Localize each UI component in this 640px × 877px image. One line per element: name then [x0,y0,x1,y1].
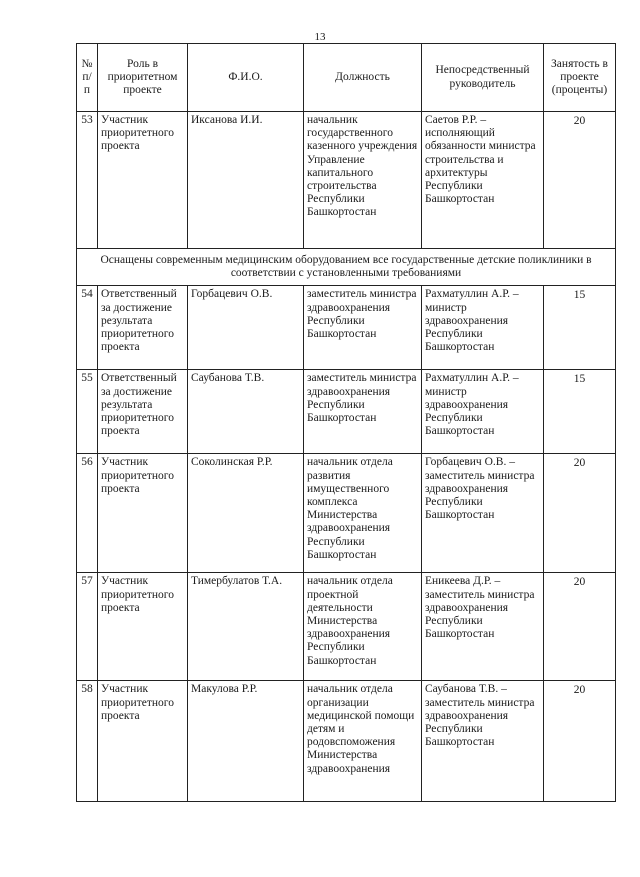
row-employment: 15 [544,370,616,454]
row-position: заместитель министра здравоохранения Республики Башкортостан [304,370,422,454]
header-position: Должность [304,44,422,112]
row-position: начальник отдела развития имущественного комплекса Министерства здравоохранения Республики Башкортостан [304,454,422,573]
row-employment: 20 [544,681,616,802]
project-team-table [76,43,616,802]
row-name: Горбацевич О.В. [188,286,304,370]
row-position: начальник государственного казенного учреждения Управление капитального строительства Республики Башкортостан [304,112,422,249]
header-num: № п/п [77,44,98,112]
header-role: Роль в приоритетном проекте [98,44,188,112]
row-employment: 20 [544,573,616,681]
row-supervisor: Еникеева Д.Р. – заместитель министра здравоохранения Республики Башкортостан [422,573,544,681]
section-title: Оснащены современным медицинским оборудованием все государственные детские поликлиники в соответствии с установленными требованиями [77,249,616,286]
page-number: 13 [314,31,326,43]
section-row [77,249,616,286]
row-name: Иксанова И.И. [188,112,304,249]
table-header-row [77,44,616,112]
row-role: Участник приоритетного проекта [98,681,188,802]
row-role: Ответственный за достижение результата приоритетного проекта [98,370,188,454]
row-number: 55 [77,370,98,454]
row-position: начальник отдела проектной деятельности Министерства здравоохранения Республики Башкортостан [304,573,422,681]
row-number: 54 [77,286,98,370]
row-employment: 20 [544,454,616,573]
row-name: Саубанова Т.В. [188,370,304,454]
row-name: Макулова Р.Р. [188,681,304,802]
row-number: 56 [77,454,98,573]
table-row [77,370,616,454]
row-supervisor: Рахматуллин А.Р. – министр здравоохранения Республики Башкортостан [422,286,544,370]
row-name: Тимербулатов Т.А. [188,573,304,681]
table-row [77,681,616,802]
header-supervisor: Непосредственный руководитель [422,44,544,112]
row-number: 58 [77,681,98,802]
row-number: 57 [77,573,98,681]
table-row [77,573,616,681]
header-employment: Занятость в проекте (проценты) [544,44,616,112]
table-row [77,112,616,249]
row-supervisor: Саубанова Т.В. – заместитель министра здравоохранения Республики Башкортостан [422,681,544,802]
row-role: Участник приоритетного проекта [98,112,188,249]
table-row [77,454,616,573]
row-position: начальник отдела организации медицинской помощи детям и родовспоможения Министерства здравоохранения [304,681,422,802]
row-supervisor: Саетов Р.Р. – исполняющий обязанности министра строительства и архитектуры Республики Башкортостан [422,112,544,249]
row-role: Участник приоритетного проекта [98,454,188,573]
row-role: Участник приоритетного проекта [98,573,188,681]
row-employment: 20 [544,112,616,249]
header-name: Ф.И.О. [188,44,304,112]
row-supervisor: Горбацевич О.В. – заместитель министра здравоохранения Республики Башкортостан [422,454,544,573]
row-position: заместитель министра здравоохранения Республики Башкортостан [304,286,422,370]
row-name: Соколинская Р.Р. [188,454,304,573]
row-number: 53 [77,112,98,249]
row-employment: 15 [544,286,616,370]
row-role: Ответственный за достижение результата приоритетного проекта [98,286,188,370]
row-supervisor: Рахматуллин А.Р. – министр здравоохранения Республики Башкортостан [422,370,544,454]
table-row [77,286,616,370]
